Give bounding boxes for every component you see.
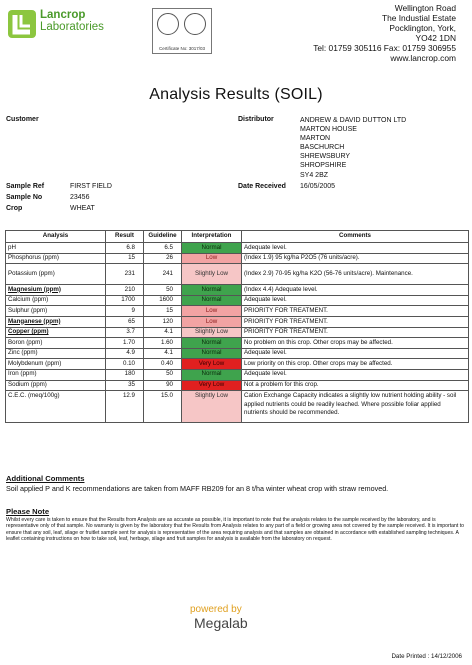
comment-cell: PRIORITY FOR TREATMENT. [242,306,469,317]
guideline-cell: 50 [144,285,182,296]
analysis-cell: Potassium (ppm) [6,264,106,285]
table-row [6,295,469,306]
analysis-cell: Manganese (ppm) [6,316,106,327]
lancrop-logo-icon [6,8,38,40]
table-row [6,391,469,423]
result-cell: 180 [106,369,144,380]
result-cell: 65 [106,316,144,327]
sample-ref-value: FIRST FIELD [70,183,112,190]
guideline-cell: 120 [144,316,182,327]
guideline-cell: 15.0 [144,391,182,423]
result-cell: 210 [106,285,144,296]
analysis-cell: Iron (ppm) [6,369,106,380]
table-row [6,253,469,264]
powered-by-label: powered by [190,604,242,615]
address-website: www.lancrop.com [390,53,456,63]
guideline-cell: 4.1 [144,348,182,359]
additional-comments-heading: Additional Comments [6,474,85,483]
interpretation-cell: Slightly Low [182,264,242,285]
interpretation-cell: Low [182,306,242,317]
address-line: Pocklington, York, [389,23,456,33]
address-line: The Industial Estate [381,13,456,23]
address-phone: Tel: 01759 305116 Fax: 01759 306955 [313,43,456,53]
guideline-cell: 241 [144,264,182,285]
comment-cell: Adequate level. [242,369,469,380]
comment-cell: PRIORITY FOR TREATMENT. [242,316,469,327]
guideline-cell: 0.40 [144,359,182,370]
interpretation-cell: Normal [182,348,242,359]
comment-cell: Adequate level. [242,295,469,306]
interpretation-cell: Slightly Low [182,327,242,338]
distributor-label: Distributor [238,116,274,123]
table-row [6,369,469,380]
analysis-cell: Calcium (ppm) [6,295,106,306]
interpretation-cell: Normal [182,285,242,296]
please-note-heading: Please Note [6,507,50,516]
interpretation-cell: Normal [182,243,242,254]
distributor-line: SHROPSHIRE [300,162,347,170]
guideline-cell: 1.60 [144,338,182,349]
certification-seal-icon [152,8,212,54]
table-row [6,306,469,317]
distributor-address [300,116,406,180]
table-row [6,316,469,327]
analysis-cell: Magnesium (ppm) [6,285,106,296]
page-title: Analysis Results (SOIL) [149,86,323,103]
crop-label: Crop [6,205,23,212]
result-cell: 6.8 [106,243,144,254]
analysis-cell: Molybdenum (ppm) [6,359,106,370]
megalab-logo: Megalab [194,615,248,631]
interpretation-cell: Slightly Low [182,391,242,423]
address-line: YO42 1DN [415,33,456,43]
crop-value: WHEAT [70,205,95,212]
table-row [6,264,469,285]
company-name [40,9,104,33]
company-name-line2: Laboratories [40,21,104,33]
analysis-cell: Sodium (ppm) [6,380,106,391]
interpretation-cell: Very Low [182,380,242,391]
comment-cell: (Index 1.9) 95 kg/ha P2O5 (76 units/acre). [242,253,469,264]
additional-comments-text: Soil applied P and K recommendations are taken from MAFF RB209 for an 8 t/ha winter wheat crop with straw removed. [6,484,389,493]
interpretation-cell: Normal [182,369,242,380]
analysis-cell: Copper (ppm) [6,327,106,338]
distributor-line: SY4 2BZ [300,171,329,179]
comment-cell: No problem on this crop. Other crops may be affected. [242,338,469,349]
analysis-cell: pH [6,243,106,254]
date-received-label: Date Received [238,183,286,190]
interpretation-cell: Low [182,253,242,264]
guideline-cell: 4.1 [144,327,182,338]
company-address [313,3,456,63]
result-cell: 0.10 [106,359,144,370]
result-cell: 12.9 [106,391,144,423]
address-line: Wellington Road [394,3,456,13]
comment-cell: PRIORITY FOR TREATMENT. [242,327,469,338]
column-header-result: Result [106,231,144,243]
date-received-value: 16/05/2005 [300,183,336,190]
result-cell: 3.7 [106,327,144,338]
guideline-cell: 50 [144,369,182,380]
comment-cell: Not a problem for this crop. [242,380,469,391]
analysis-cell: Zinc (ppm) [6,348,106,359]
guideline-cell: 6.5 [144,243,182,254]
column-header-guideline: Guideline [144,231,182,243]
table-row [6,380,469,391]
analysis-cell: Sulphur (ppm) [6,306,106,317]
table-row [6,348,469,359]
guideline-cell: 26 [144,253,182,264]
interpretation-cell: Normal [182,295,242,306]
distributor-line: ANDREW & DAVID DUTTON LTD [300,117,407,124]
analysis-cell: Boron (ppm) [6,338,106,349]
result-cell: 1.70 [106,338,144,349]
column-header-analysis: Analysis [6,231,106,243]
customer-label: Customer [6,116,39,123]
interpretation-cell: Normal [182,338,242,349]
date-printed: Date Printed : 14/12/2006 [391,653,462,660]
distributor-line: MARTON HOUSE [300,126,357,134]
guideline-cell: 15 [144,306,182,317]
table-row [6,285,469,296]
sample-ref-label: Sample Ref [6,183,45,190]
table-header-row [6,231,469,243]
results-table [5,230,469,423]
interpretation-cell: Very Low [182,359,242,370]
please-note-text: Whilst every care is taken to ensure that the Results from Analysis are as accurate as possible, it is important to note that the analysis relates to the sample received by the laboratory, and is representative only of that sample. No warranty is given by the laboratory that the Results from Analysis relates to any part of a field or growing area not covered by the sample received. It is important to ensure that any soil, leaf, silage or fruitlet sample sent for analysis is representative of the area requiring analysis and that samples are obtained in accordance with established sampling techniques. A leaflet containing instructions on how to take soil, leaf, herbage, silage and fruit samples for analysis is available from the laboratory on request. [6,517,465,542]
table-row [6,327,469,338]
result-cell: 1700 [106,295,144,306]
result-cell: 9 [106,306,144,317]
comment-cell: Low priority on this crop. Other crops may be affected. [242,359,469,370]
result-cell: 4.9 [106,348,144,359]
column-header-comments: Comments [242,231,469,243]
column-header-interpretation: Interpretation [182,231,242,243]
result-cell: 35 [106,380,144,391]
result-cell: 231 [106,264,144,285]
guideline-cell: 1600 [144,295,182,306]
sample-no-value: 23456 [70,194,90,201]
sample-no-label: Sample No [6,194,43,201]
comment-cell: Adequate level. [242,243,469,254]
certificate-caption: Certificate No: 3017/03 [158,46,206,51]
analysis-cell: C.E.C. (meq/100g) [6,391,106,423]
distributor-line: BASCHURCH [300,144,345,152]
comment-cell: (Index 4.4) Adequate level. [242,285,469,296]
comment-cell: (Index 2.9) 70-95 kg/ha K2O (56-76 units/acre). Maintenance. [242,264,469,285]
analysis-cell: Phosphorus (ppm) [6,253,106,264]
interpretation-cell: Low [182,316,242,327]
result-cell: 15 [106,253,144,264]
comment-cell: Adequate level. [242,348,469,359]
guideline-cell: 90 [144,380,182,391]
table-row [6,338,469,349]
company-name-line1: Lancrop [40,9,86,21]
distributor-line: MARTON [300,135,331,143]
table-row [6,359,469,370]
distributor-line: SHREWSBURY [300,153,351,161]
comment-cell: Cation Exchange Capacity indicates a slightly low nutrient holding ability - soil applied nutrients could be readily leached. Where possible foliar applied nutrients should be recommended. [242,391,469,423]
table-row [6,243,469,254]
